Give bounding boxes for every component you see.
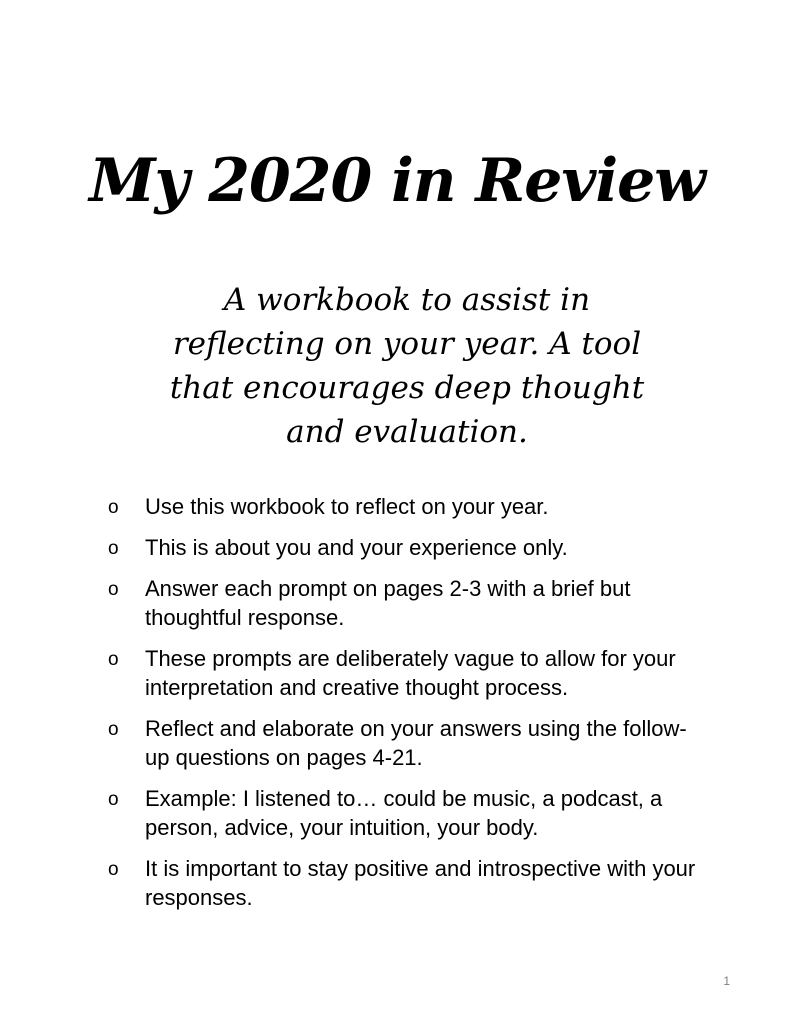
list-item-text: Answer each prompt on pages 2-3 with a brief but thoughtful response.	[145, 576, 631, 630]
list-item	[104, 644, 704, 702]
instruction-list	[104, 492, 704, 924]
page-number: 1	[723, 974, 730, 988]
subtitle: A workbook to assist in reflecting on your year. A tool that encourages deep thought and evaluation.	[169, 282, 645, 450]
bullet-marker: o	[108, 789, 119, 810]
list-item	[104, 492, 704, 521]
list-item	[104, 784, 704, 842]
bullet-marker: o	[108, 579, 119, 600]
page-title: My 2020 in Review	[89, 146, 705, 216]
list-item-text: Reflect and elaborate on your answers using the follow-up questions on pages 4-21.	[145, 716, 687, 770]
bullet-marker: o	[108, 649, 119, 670]
list-item-text: These prompts are deliberately vague to allow for your interpretation and creative thought process.	[145, 646, 676, 700]
list-item	[104, 854, 704, 912]
list-item	[104, 533, 704, 562]
bullet-marker: o	[108, 497, 119, 518]
list-item	[104, 574, 704, 632]
list-item-text: This is about you and your experience only.	[145, 535, 568, 560]
list-item	[104, 714, 704, 772]
list-item-text: Use this workbook to reflect on your year.	[145, 494, 549, 519]
list-item-text: Example: I listened to… could be music, a podcast, a person, advice, your intuition, your body.	[145, 786, 663, 840]
bullet-marker: o	[108, 859, 119, 880]
bullet-marker: o	[108, 538, 119, 559]
list-item-text: It is important to stay positive and introspective with your responses.	[145, 856, 696, 910]
bullet-marker: o	[108, 719, 119, 740]
